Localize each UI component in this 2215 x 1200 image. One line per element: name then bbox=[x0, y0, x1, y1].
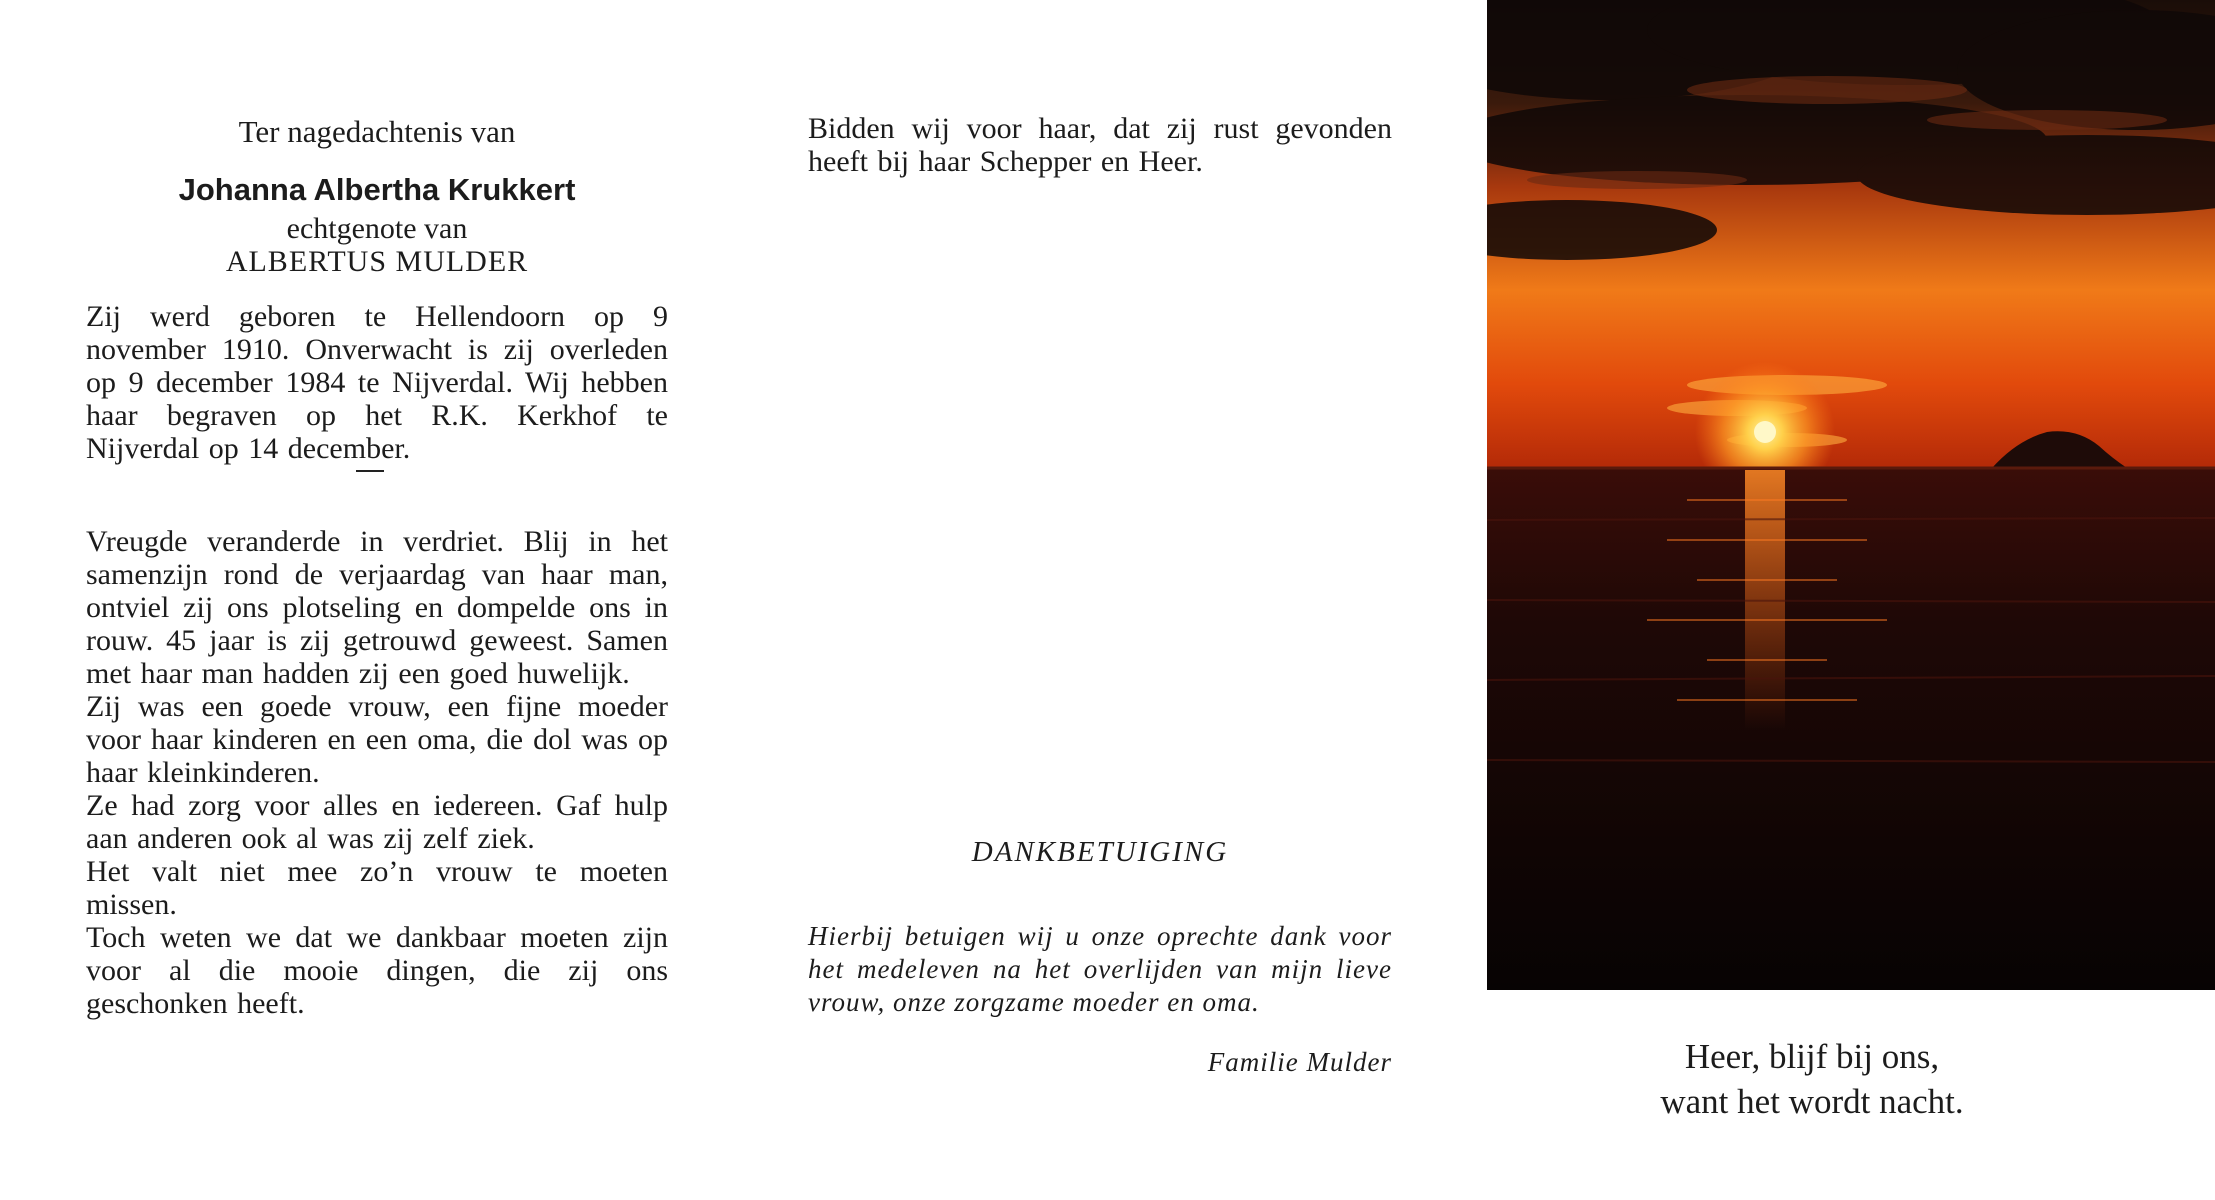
caption-line: Heer, blijf bij ons, bbox=[1684, 1037, 1940, 1076]
left-panel bbox=[86, 0, 668, 1200]
memorial-intro: Ter nagedachtenis van bbox=[238, 114, 516, 149]
biography-paragraph: Zij werd geboren te Hellendoorn op 9 november 1910. Onverwacht is zij overleden op 9 december 1984 te Nijverdal. Wij hebben haar begraven op het R.K. Kerkhof te Nijverdal op 14 december. bbox=[86, 300, 668, 465]
right-panel bbox=[1482, 0, 2215, 1200]
tribute-paragraph: Toch weten we dat we dankbaar moeten zijn voor al die mooie dingen, die zij ons geschonken heeft. bbox=[86, 921, 668, 1020]
tribute-paragraph: Vreugde veranderde in verdriet. Blij in het samenzijn rond de verjaardag van haar man, ontviel zij ons plotseling en dompelde ons in rouw. 45 jaar is zij getrouwd geweest. Samen met haar man hadden zij een goed huwelijk. bbox=[86, 525, 668, 690]
sunset-photo bbox=[1487, 0, 2215, 990]
acknowledgement-text: Hierbij betuigen wij u onze oprechte dank voor het medeleven na het overlijden van mijn lieve vrouw, onze zorgzame moeder en oma. bbox=[808, 921, 1392, 1017]
tribute-paragraph: Het valt niet mee zo’n vrouw te moeten missen. bbox=[86, 855, 668, 921]
section-divider bbox=[356, 470, 384, 472]
tribute-text bbox=[86, 525, 668, 1020]
caption-line: want het wordt nacht. bbox=[1660, 1082, 1964, 1121]
middle-panel bbox=[808, 0, 1392, 1200]
spouse-label: echtgenote van bbox=[286, 212, 468, 245]
family-signature: Familie Mulder bbox=[1207, 1047, 1392, 1077]
deceased-name: Johanna Albertha Krukkert bbox=[178, 172, 576, 207]
prayer-text: Bidden wij voor haar, dat zij rust gevonden heeft bij haar Schepper en Heer. bbox=[808, 112, 1392, 178]
acknowledgement-title: DANKBETUIGING bbox=[971, 836, 1229, 868]
spouse-name: ALBERTUS MULDER bbox=[225, 245, 529, 278]
tribute-paragraph: Zij was een goede vrouw, een fijne moeder voor haar kinderen en een oma, die dol was op haar kleinkinderen. bbox=[86, 690, 668, 789]
tribute-paragraph: Ze had zorg voor alles en iedereen. Gaf hulp aan anderen ook al was zij zelf ziek. bbox=[86, 789, 668, 855]
photo-caption bbox=[1562, 1034, 2062, 1124]
